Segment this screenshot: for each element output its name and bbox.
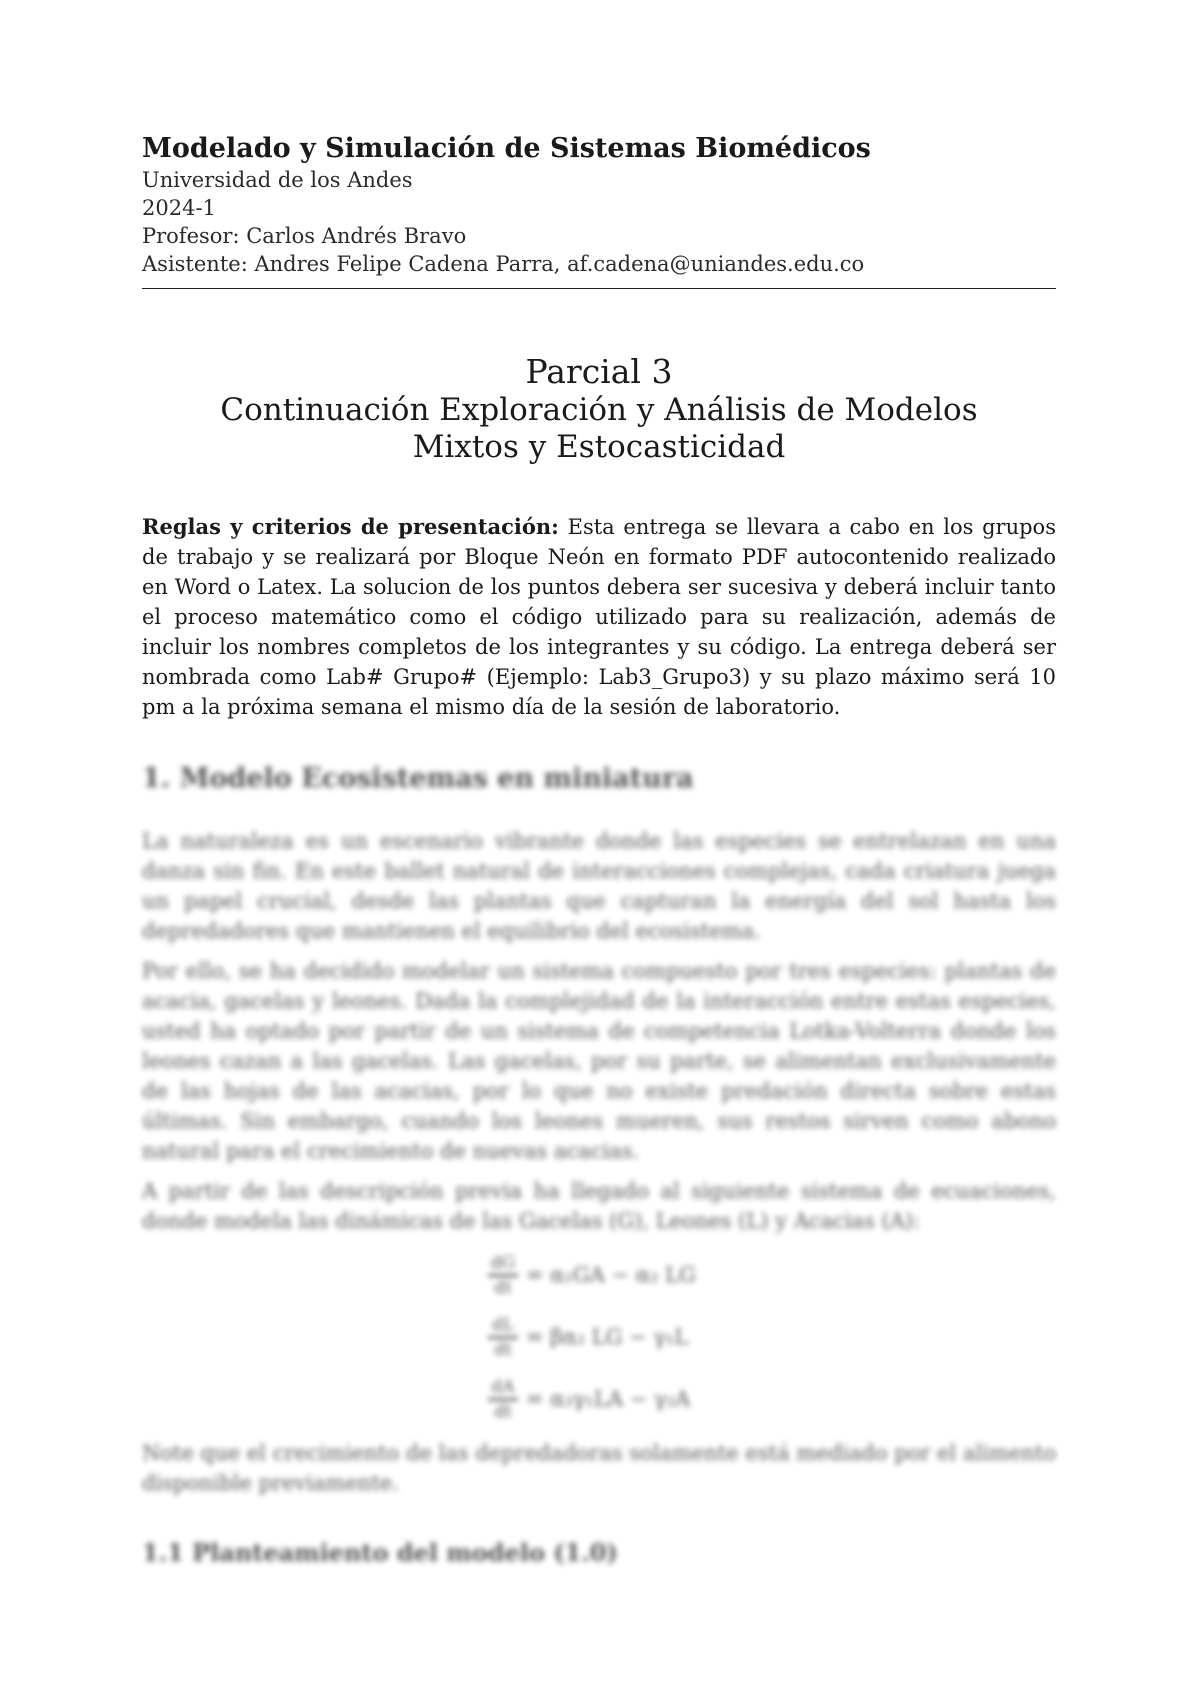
term-line: 2024-1	[142, 196, 216, 220]
equation-acacias	[488, 1368, 788, 1430]
eq3-fraction	[488, 1378, 518, 1421]
rules-paragraph	[142, 512, 1056, 722]
rules-lead: Reglas y criterios de presentación:	[142, 514, 559, 539]
eq3-denominator: dt	[494, 1401, 512, 1422]
eq2-numerator: dL	[491, 1314, 515, 1335]
eq1-rhs: = α₁GA − α₂ LG	[526, 1263, 696, 1287]
professor-line: Profesor: Carlos Andrés Bravo	[142, 224, 467, 248]
header-divider	[142, 288, 1056, 289]
section-1-body	[142, 826, 1056, 1246]
subsection-1-1-title: 1.1 Planteamiento del modelo (1.0)	[142, 1538, 618, 1567]
section-1	[142, 762, 1056, 796]
eq1-numerator: dG	[490, 1252, 516, 1273]
eq1-fraction	[488, 1254, 518, 1297]
equation-system	[488, 1244, 788, 1430]
course-title: Modelado y Simulación de Sistemas Biomédicos	[142, 133, 871, 164]
course-header	[142, 132, 1056, 278]
subsection-1-1	[142, 1538, 1056, 1568]
section-1-paragraph-3: A partir de las descripción previa ha llegado al siguiente sistema de ecuaciones, donde modela las dinámicas de las Gacelas (G), Leones (L) y Acacias (A):	[142, 1179, 1056, 1233]
eq2-fraction	[488, 1316, 518, 1359]
assistant-line: Asistente: Andres Felipe Cadena Parra, af.cadena@uniandes.edu.co	[142, 252, 865, 276]
exam-title: Parcial 3	[525, 352, 673, 391]
section-1-note	[142, 1438, 1056, 1508]
eq2-denominator: dt	[494, 1339, 512, 1360]
rules-text: Esta entrega se llevara a cabo en los grupos de trabajo y se realizará por Bloque Neón en formato PDF autocontenido realizado en Word o Latex. La solucion de los puntos debera ser sucesiva y deberá incluir tanto el proceso matemático como el código utilizado para su realización, además de incluir los nombres completos de los integrantes y su código. La entrega deberá ser nombrada como Lab# Grupo# (Ejemplo: Lab3_Grupo3) y su plazo máximo será 10 pm a la próxima semana el mismo día de la sesión de laboratorio.	[142, 515, 1056, 719]
university-line: Universidad de los Andes	[142, 168, 413, 192]
title-block	[142, 352, 1056, 466]
section-1-title: 1. Modelo Ecosistemas en miniatura	[142, 763, 694, 794]
subtitle-line-1: Continuación Exploración y Análisis de Modelos	[220, 392, 978, 428]
subtitle-line-2: Mixtos y Estocasticidad	[412, 429, 786, 465]
section-1-paragraph-4: Note que el crecimiento de las depredadoras solamente está mediado por el alimento disponible previamente.	[142, 1441, 1056, 1495]
eq3-rhs: = α₃γ₁LA − γ₂A	[526, 1387, 691, 1411]
equation-lions	[488, 1306, 788, 1368]
section-1-paragraph-1: La naturaleza es un escenario vibrante donde las especies se entrelazan en una danza sin fin. En este ballet natural de interacciones complejas, cada criatura juega un papel crucial, desde las plantas que capturan la energía del sol hasta los depredadores que mantienen el equilibrio del ecosistema.	[142, 829, 1056, 943]
eq2-rhs: = βα₂ LG − γ₁L	[526, 1325, 689, 1349]
eq1-denominator: dt	[494, 1277, 512, 1298]
equation-gazelles	[488, 1244, 788, 1306]
eq3-numerator: dA	[491, 1376, 515, 1397]
section-1-paragraph-2: Por ello, se ha decidido modelar un sistema compuesto por tres especies: plantas de acacia, gacelas y leones. Dada la complejidad de la interacción entre estas especies, usted ha optado por partir de un sistema de competencia Lotka-Volterra donde los leones cazan a las gacelas. Las gacelas, por su parte, se alimentan exclusivamente de las hojas de las acacias, por lo que no existe predación directa sobre estas últimas. Sin embargo, cuando los leones mueren, sus restos sirven como abono natural para el crecimiento de nuevas acacias.	[142, 959, 1056, 1163]
